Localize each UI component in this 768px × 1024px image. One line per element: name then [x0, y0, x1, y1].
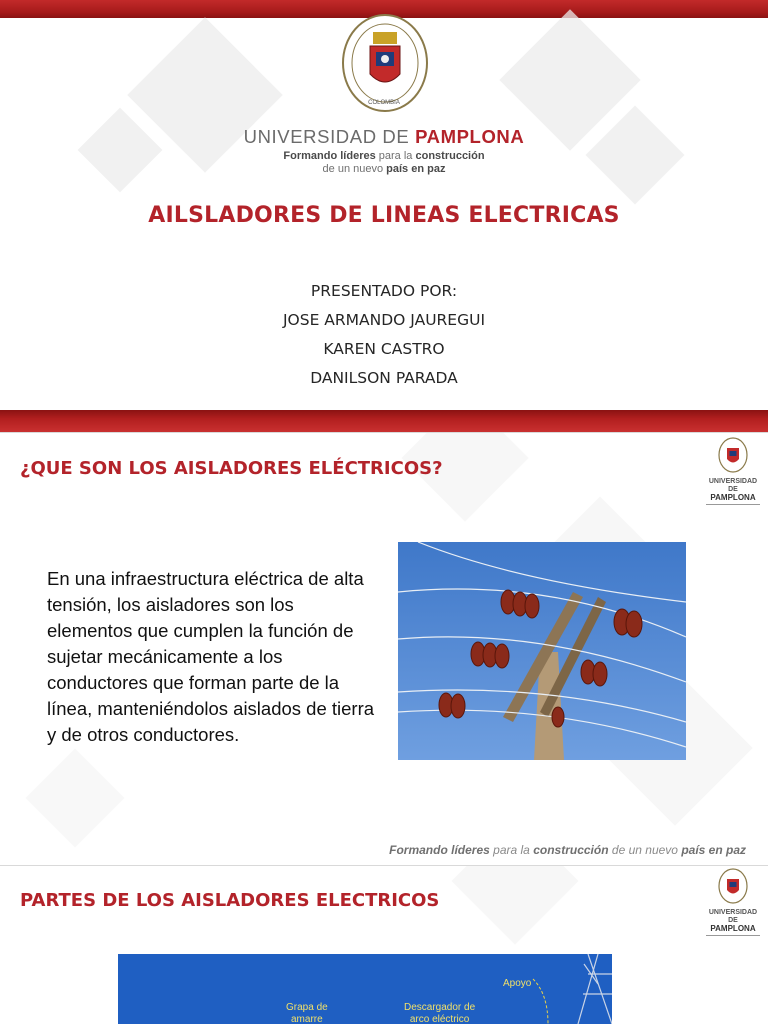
- slide-heading: ¿QUE SON LOS AISLADORES ELÉCTRICOS?: [20, 458, 443, 479]
- university-name: UNIVERSIDAD DE PAMPLONA: [243, 126, 525, 147]
- insulators-photo: [398, 542, 686, 760]
- logo-text-line2: PAMPLONA: [710, 924, 756, 933]
- university-seal: [340, 12, 430, 114]
- callout-descargador: Descargador de arco eléctrico: [404, 1002, 476, 1024]
- callout-grapa: Grapa de amarre: [286, 1002, 328, 1024]
- seal-country-text: COLOMBIA: [368, 100, 400, 106]
- university-motto: Formando líderes para la construcción de un nuevo país en paz: [283, 150, 485, 175]
- decor-diamond: [451, 866, 578, 945]
- definition-paragraph: En una infraestructura eléctrica de alta tensión, los aisladores son los elementos que cumplen la función de sujetar mecánicamente a los conductores que forman parte de la línea, manteniéndolos aislados de tierra y de otros conductores.: [47, 568, 375, 745]
- logo-text-line1: UNIVERSIDAD DE: [708, 909, 758, 924]
- presenter-label: PRESENTADO POR:: [310, 282, 458, 300]
- presentation-title: AILSLADORES DE LINEAS ELECTRICAS: [148, 203, 620, 228]
- insulator-parts-diagram: [118, 954, 612, 1024]
- footer-motto: Formando líderes para la construcción de un nuevo país en paz: [389, 843, 746, 857]
- presenter-name: KAREN CASTRO: [323, 340, 445, 358]
- logo-divider: [706, 935, 760, 936]
- content-slide-parts: [0, 866, 768, 1024]
- logo-text-line1: UNIVERSIDAD DE: [708, 478, 758, 493]
- seal-icon: [718, 437, 748, 473]
- callout-apoyo: Apoyo: [503, 978, 532, 989]
- logo-divider: [706, 504, 760, 505]
- content-slide-definition: [0, 433, 768, 865]
- presenter-name: JOSE ARMANDO JAUREGUI: [282, 311, 486, 329]
- logo-text-line2: PAMPLONA: [710, 493, 756, 502]
- university-mini-logo: [704, 437, 762, 501]
- slide-heading: PARTES DE LOS AISLADORES ELECTRICOS: [20, 890, 440, 911]
- seal-icon: [718, 868, 748, 904]
- presenter-name: DANILSON PARADA: [310, 369, 458, 387]
- title-slide: [0, 0, 768, 432]
- university-mini-logo: [704, 868, 762, 932]
- bottom-red-bar: [0, 410, 768, 432]
- decor-diamond: [26, 749, 125, 848]
